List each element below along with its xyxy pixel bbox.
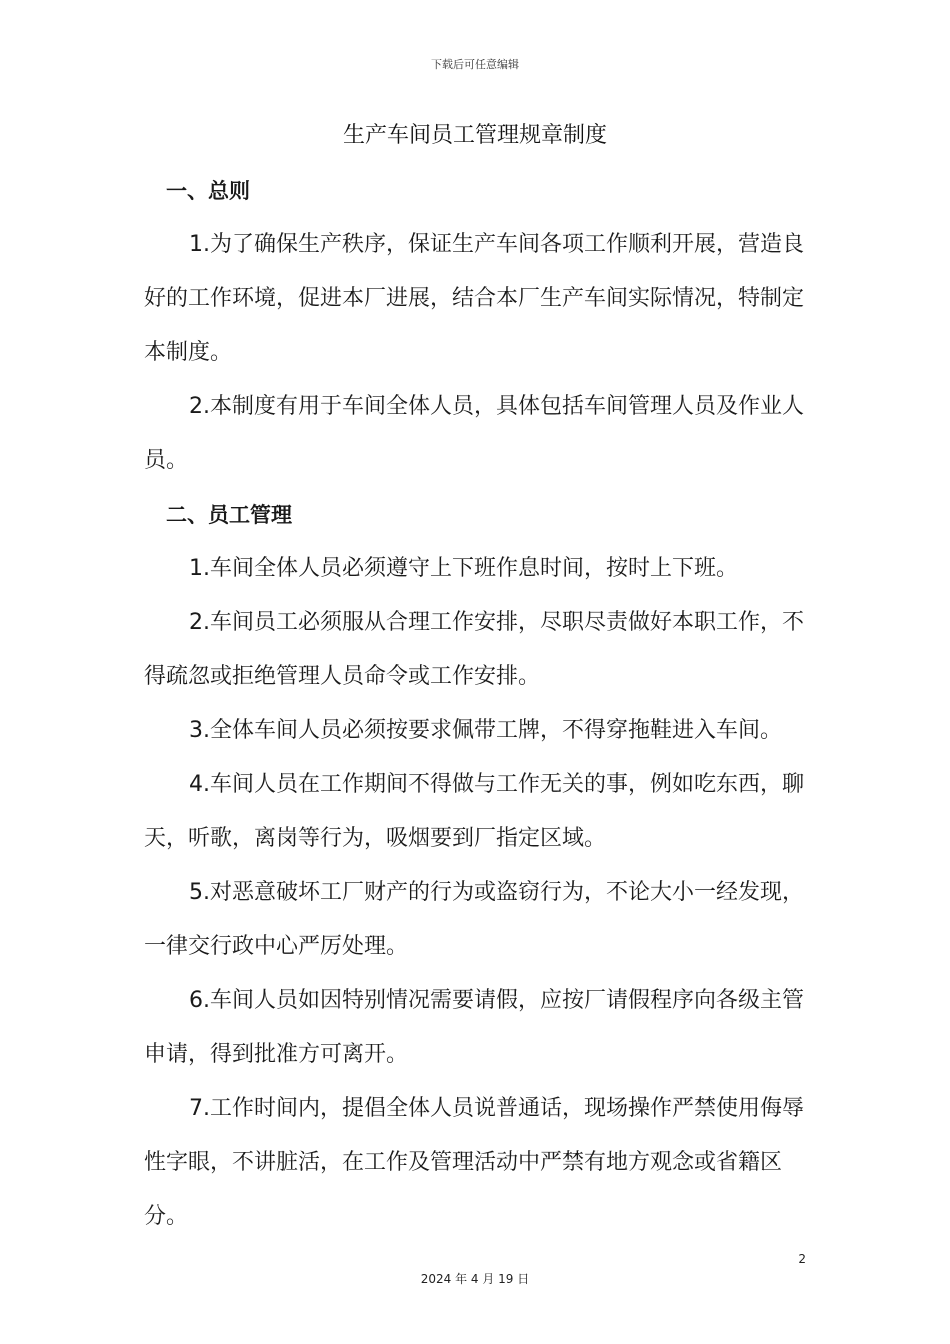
document-body — [144, 164, 808, 1244]
footer-date: 2024 年 4 月 19 日 — [420, 1272, 530, 1286]
document-title: 生产车间员工管理规章制度 — [342, 123, 607, 148]
paragraph: 7.工作时间内，提倡全体人员说普通话，现场操作严禁使用侮辱性字眼，不讲脏活，在工作及管理活动中严禁有地方观念或省籍区分。 — [144, 1096, 804, 1229]
paragraph: 1.为了确保生产秩序，保证生产车间各项工作顺利开展，营造良好的工作环境，促进本厂进展，结合本厂生产车间实际情况，特制定本制度。 — [144, 232, 805, 365]
paragraph: 1.车间全体人员必须遵守上下班作息时间，按时上下班。 — [189, 556, 738, 581]
paragraph: 2.车间员工必须服从合理工作安排，尽职尽责做好本职工作，不得疏忽或拒绝管理人员命令或工作安排。 — [144, 610, 804, 689]
page-number: 2 — [798, 1252, 806, 1266]
paragraph: 2.本制度有用于车间全体人员，具体包括车间管理人员及作业人员。 — [144, 394, 804, 473]
paragraph: 4.车间人员在工作期间不得做与工作无关的事，例如吃东西，聊天，听歌，离岗等行为，吸烟要到厂指定区域。 — [144, 772, 804, 851]
paragraph: 6.车间人员如因特别情况需要请假，应按厂请假程序向各级主管申请，得到批准方可离开。 — [144, 988, 804, 1067]
section-heading-general: 一、总则 — [166, 179, 250, 203]
paragraph: 5.对恶意破坏工厂财产的行为或盗窃行为，不论大小一经发现，一律交行政中心严厉处理。 — [144, 880, 804, 959]
paragraph: 3.全体车间人员必须按要求佩带工牌，不得穿拖鞋进入车间。 — [189, 718, 782, 743]
section-heading-staff-management: 二、员工管理 — [166, 503, 292, 527]
header-note: 下载后可任意编辑 — [431, 58, 519, 71]
